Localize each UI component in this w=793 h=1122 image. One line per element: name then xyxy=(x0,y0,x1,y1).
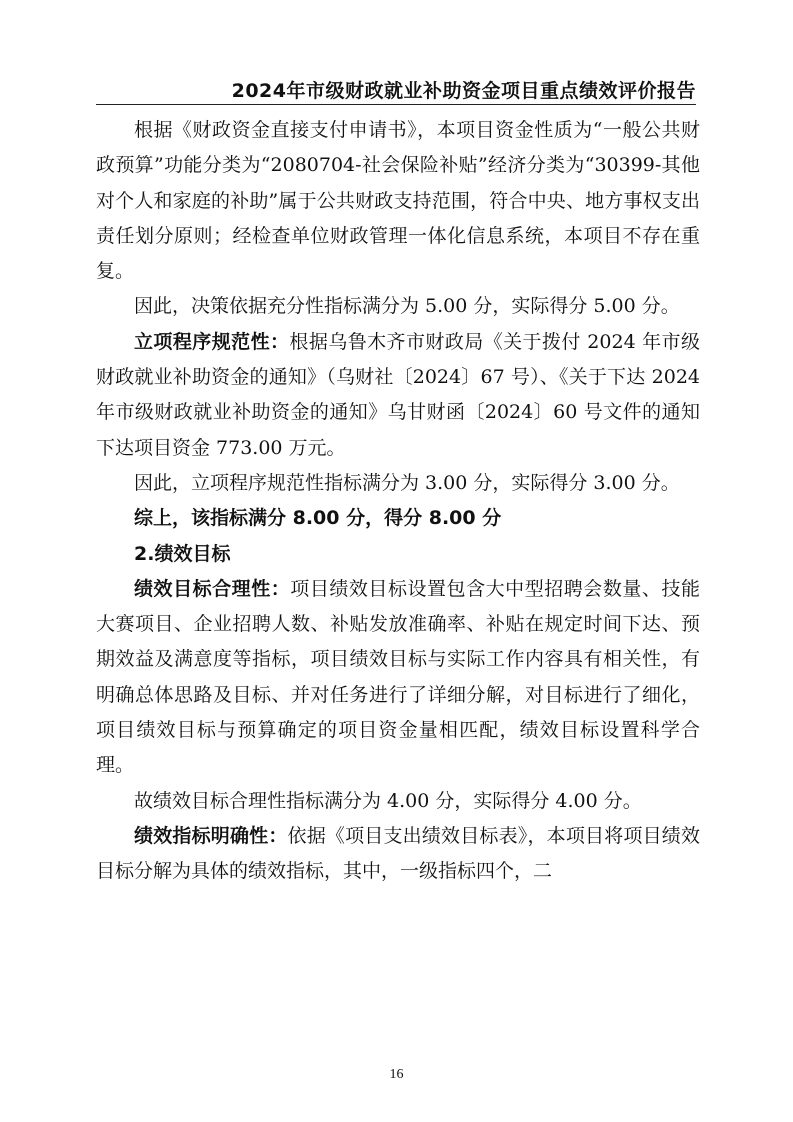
paragraph-decision-score: 因此，决策依据充分性指标满分为 5.00 分，实际得分 5.00 分。 xyxy=(134,295,680,318)
text-indicator-clarity: 依据《项目支出绩效目标表》，本项目将项目绩效目标分解为具体的绩效指标，其中，一级指标四个，二 xyxy=(96,824,700,883)
document-body xyxy=(96,113,700,890)
text-goal-rationality: 项目绩效目标设置包含大中型招聘会数量、技能大赛项目、企业招聘人数、补贴发放准确率、补贴在规定时间下达、预期效益及满意度等指标，项目绩效目标与实际工作内容具有相关性，有明确总体思路及目标、并对任务进行了详细分解，对目标进行了细化，项目绩效目标与预算确定的项目资金量相匹配，绩效目标设置科学合理。 xyxy=(96,577,700,777)
paragraph-goal-score: 故绩效目标合理性指标满分为 4.00 分，实际得分 4.00 分。 xyxy=(134,789,642,812)
header-title: 2024年市级财政就业补助资金项目重点绩效评价报告 xyxy=(231,80,696,102)
section-heading-performance-goals: 2.绩效目标 xyxy=(134,542,231,565)
paragraph-summary-score: 综上，该指标满分 8.00 分，得分 8.00 分 xyxy=(134,507,502,530)
page-header xyxy=(96,74,696,105)
paragraph-goal-rationality xyxy=(96,572,700,784)
page-number: 16 xyxy=(389,1067,404,1082)
paragraph-indicator-clarity xyxy=(96,819,700,890)
lead-goal-rationality: 绩效目标合理性： xyxy=(134,577,291,600)
paragraph-procedure-score: 因此，立项程序规范性指标满分为 3.00 分，实际得分 3.00 分。 xyxy=(134,471,680,494)
paragraph-project-procedure xyxy=(96,325,700,466)
lead-indicator-clarity: 绩效指标明确性： xyxy=(134,824,288,847)
paragraph-decision-basis: 根据《财政资金直接支付申请书》，本项目资金性质为“一般公共财政预算”功能分类为“2080704-社会保险补贴”经济分类为“30399-其他对个人和家庭的补助”属于公共财政支持范围，符合中央、地方事权支出责任划分原则；经检查单位财政管理一体化信息系统，本项目不存在重复。 xyxy=(96,119,700,283)
lead-project-procedure: 立项程序规范性： xyxy=(134,330,290,353)
text-project-procedure: 根据乌鲁木齐市财政局《关于拨付 2024 年市级财政就业补助资金的通知》（乌财社〔2024〕67 号）、《关于下达 2024 年市级财政就业补助资金的通知》乌甘财函〔2024〕60 号文件的通知下达项目资金 773.00 万元。 xyxy=(96,330,700,459)
